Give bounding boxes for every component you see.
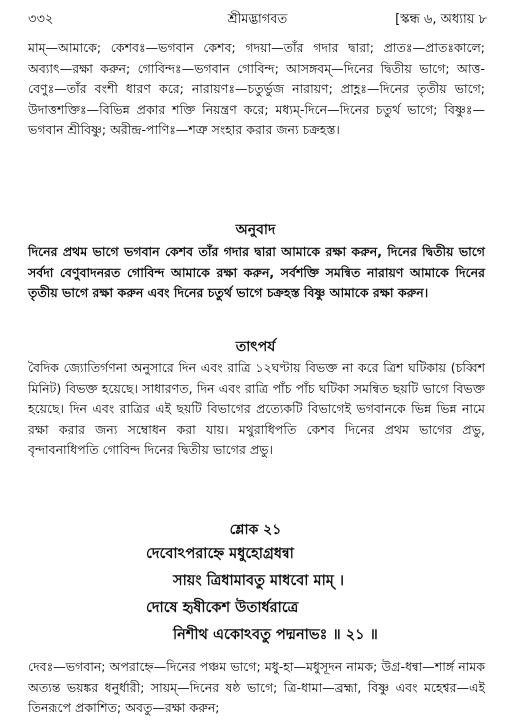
- translation-body: দিনের প্রথম ভাগে ভগবান কেশব তাঁর গদার দ্বারা আমাকে রক্ষা করুন, দিনের দ্বিতীয় ভাগে সর্বদা বেণুবাদনরত গোবিন্দ আমাকে রক্ষা করুন, সর্বশক্তি সমন্বিত নারায়ণ আমাকে দিনের তৃতীয় ভাগে রক্ষা করুন এবং দিনের চতুর্থ ভাগে চক্রহস্ত বিষ্ণু আমাকে রক্ষা করুন।: [28, 244, 485, 300]
- verse-line-2: সায়ং ত্রিধামাবতু মাধবো মাম্ ।: [173, 573, 345, 589]
- synonyms-bottom: [28, 657, 485, 719]
- translation-heading: অনুবাদ: [235, 222, 276, 238]
- synonyms-bottom-text: দেবঃ—ভগবান; অপরাহ্নে—দিনের পঞ্চম ভাগে; মধু-হা—মধুসূদন নামক; উগ্র-ধন্বা—শার্ঙ্গ নামক অত্যন্ত ভয়ঙ্কর ধনুর্ধারী; সায়ম্—দিনের ষষ্ঠ ভাগে; ত্রি-ধামা—ব্রহ্মা, বিষ্ণু এবং মহেশ্বর—এই তিনরূপে প্রকাশিত; অবতু—রক্ষা করুন;: [28, 659, 485, 715]
- verse-number: শ্লোক ২১: [229, 522, 282, 538]
- purport-body: বৈদিক জ্যোতির্গণনা অনুসারে দিন এবং রাত্রি ১২ঘণ্টায় বিভক্ত না করে ত্রিশ ঘটিকায় (চব্বিশ মিনিট) বিভক্ত হয়েছে। সাধারণত, দিন এবং রাত্রি পাঁচ পাঁচ ঘটিকা সমন্বিত ছয়টি ভাগে বিভক্ত হয়েছে। দিন এবং রাত্রির এই ছয়টি বিভাগের প্রত্যেকটি বিভাগেই ভগবানকে ভিন্ন ভিন্ন নামে রক্ষা করার জন্য সম্বোধন করা যায়। মথুরাধিপতি কেশব দিনের প্রথম ভাগের প্রভু, বৃন্দাবনাধিপতি গোবিন্দ দিনের দ্বিতীয় ভাগের প্রভু।: [28, 360, 485, 457]
- page-number: ৩৩২: [28, 12, 54, 27]
- page-header: [28, 10, 487, 30]
- synonyms-top: [28, 38, 485, 141]
- chapter-reference: [স্কন্ধ ৬, অধ্যায় ৮: [395, 12, 487, 27]
- verse-line-1: দেবোঽপরাহ্নে মধুহোগ্রধন্বা: [146, 546, 294, 562]
- purport-heading: তাৎপর্য: [235, 339, 276, 355]
- book-title: শ্রীমদ্ভাগবত: [227, 12, 288, 27]
- verse-line-4: নিশীথ একোঽবতু পদ্মনাভঃ ॥ ২১ ॥: [173, 627, 378, 643]
- synonyms-top-text: মাম্—আমাকে; কেশবঃ—ভগবান কেশব; গদয়া—তাঁর গদার দ্বারা; প্রাতঃ—প্রাতঃকালে; অব্যাৎ—রক্ষা করুন; গোবিন্দঃ—ভগবান গোবিন্দ; আসঙ্গবম্—দিনের দ্বিতীয় ভাগে; আত্ত-বেণুঃ—তাঁর বংশী ধারণ করে; নারায়ণঃ—চতুর্ভুজ নারায়ণ; প্রাহ্ণঃ—দিনের তৃতীয় ভাগে; উদাত্তশক্তিঃ—বিভিন্ন প্রকার শক্তি নিয়ন্ত্রণ করে; মধ্যম্-দিনে—দিনের চতুর্থ ভাগে; বিষ্ণুঃ—ভগবান শ্রীবিষ্ণু; অরীন্দ্র-পাণিঃ—শত্রু সংহার করার জন্য চক্রহস্ত।: [28, 40, 485, 137]
- verse-line-3: দোষে হৃষীকেশ উতার্ধরাত্রে: [146, 600, 299, 616]
